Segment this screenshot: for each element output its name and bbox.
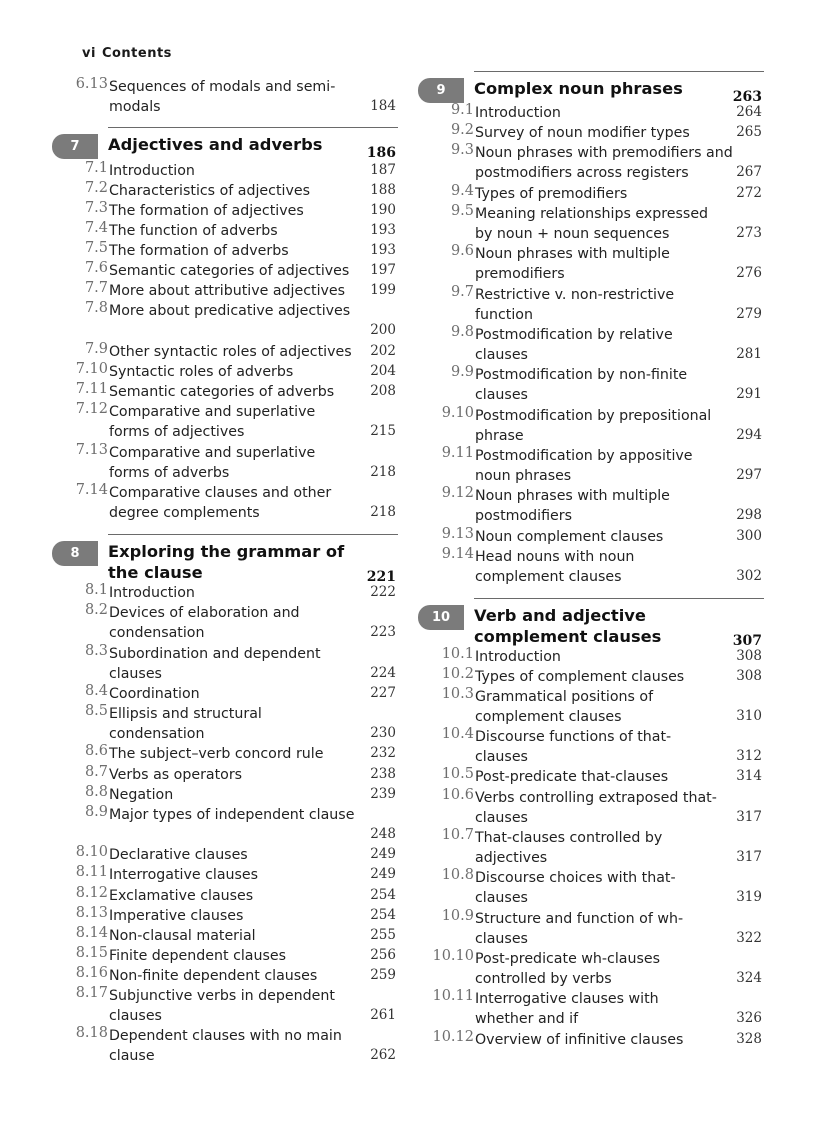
section-title: Semantic categories of adjectives: [109, 263, 350, 279]
toc-entry[interactable]: [52, 220, 398, 240]
section-number: 7.14: [75, 482, 108, 498]
section-number: 9.10: [441, 405, 474, 421]
section-title: Subordination and dependent clauses: [109, 646, 321, 683]
toc-entry[interactable]: [52, 764, 398, 784]
section-title: Restrictive v. non-restrictive function: [475, 287, 675, 324]
running-head-page: vi: [82, 46, 96, 61]
section-title: Post-predicate that-clauses: [475, 769, 669, 785]
section-number: 9.5: [450, 203, 474, 219]
section-title: Exclamative clauses: [109, 888, 254, 904]
section-page: 218: [370, 503, 396, 520]
section-page: 190: [370, 201, 396, 218]
section-title: Comparative clauses and other degree complements: [109, 485, 332, 522]
section-title: Introduction: [109, 585, 195, 601]
section-page: 261: [370, 1006, 396, 1023]
section-title: Postmodification by non-finite clauses: [475, 367, 688, 404]
section-number: 8.9: [84, 804, 108, 820]
section-page: 272: [736, 184, 762, 201]
section-page: 239: [370, 785, 396, 802]
toc-entry[interactable]: [52, 160, 398, 180]
toc-entry[interactable]: [52, 602, 398, 642]
toc-entry[interactable]: [52, 885, 398, 905]
section-number: 9.2: [450, 122, 474, 138]
section-title: Semantic categories of adverbs: [109, 384, 335, 400]
toc-entry[interactable]: [52, 341, 398, 361]
chapter-badge: 9: [418, 78, 464, 103]
toc-entry[interactable]: [52, 743, 398, 763]
section-number: 10.3: [441, 686, 474, 702]
section-title: That-clauses controlled by adjectives: [475, 830, 663, 867]
toc-entry[interactable]: [52, 381, 398, 401]
toc-entry[interactable]: [418, 726, 764, 766]
section-number: 6.13: [75, 76, 108, 92]
toc-entry[interactable]: [418, 827, 764, 867]
section-title: Postmodification by appositive noun phrases: [475, 448, 693, 485]
toc-entry[interactable]: [52, 240, 398, 260]
section-page: 267: [736, 163, 762, 180]
toc-entry[interactable]: [418, 646, 764, 666]
section-page: 264: [736, 103, 762, 120]
section-page: 259: [370, 966, 396, 983]
chapter-title: Exploring the grammar of the clause: [108, 542, 345, 582]
section-number: 10.11: [432, 988, 474, 1004]
toc-entry[interactable]: [52, 683, 398, 703]
section-page: 317: [736, 808, 762, 825]
toc-entry[interactable]: [52, 643, 398, 683]
section-page: 312: [736, 747, 762, 764]
toc-entry[interactable]: [52, 260, 398, 280]
toc-entry[interactable]: [418, 445, 764, 485]
section-number: 8.14: [75, 925, 108, 941]
section-number: 8.8: [84, 784, 108, 800]
section-title: Discourse choices with that-clauses: [475, 870, 676, 907]
toc-entry[interactable]: [52, 925, 398, 945]
section-page: 322: [736, 929, 762, 946]
toc-entry[interactable]: [52, 945, 398, 965]
section-title: Survey of noun modifier types: [475, 125, 690, 141]
section-title: Noun phrases with multiple postmodifiers: [475, 488, 670, 525]
section-page: 310: [736, 707, 762, 724]
section-page: 294: [736, 426, 762, 443]
section-number: 10.4: [441, 726, 474, 742]
section-title: Postmodification by relative clauses: [475, 327, 673, 364]
toc-entry[interactable]: [52, 361, 398, 381]
section-page: 328: [736, 1030, 762, 1047]
section-number: 7.9: [84, 341, 108, 357]
section-number: 8.16: [75, 965, 108, 981]
section-page: 324: [736, 969, 762, 986]
section-number: 7.12: [75, 401, 108, 417]
section-title: Post-predicate wh-clauses controlled by verbs: [475, 951, 660, 988]
section-page: 255: [370, 926, 396, 943]
section-title: Other syntactic roles of adjectives: [109, 344, 352, 360]
toc-entry[interactable]: [52, 401, 398, 441]
section-page: 254: [370, 906, 396, 923]
section-number: 7.10: [75, 361, 108, 377]
section-number: 10.2: [441, 666, 474, 682]
chapter-heading[interactable]: [52, 134, 398, 159]
section-title: Interrogative clauses with whether and if: [475, 991, 659, 1028]
section-number: 7.7: [84, 280, 108, 296]
section-title: Subjunctive verbs in dependent clauses: [109, 988, 335, 1025]
section-page: 262: [370, 1046, 396, 1063]
section-page: 227: [370, 684, 396, 701]
section-number: 8.5: [84, 703, 108, 719]
section-page: 265: [736, 123, 762, 140]
section-title: Noun complement clauses: [475, 529, 664, 545]
section-title: Grammatical positions of complement clauses: [475, 689, 654, 726]
toc-entry[interactable]: [418, 243, 764, 283]
section-page: 279: [736, 305, 762, 322]
section-page: 276: [736, 264, 762, 281]
toc-entry[interactable]: [52, 582, 398, 602]
section-number: 10.7: [441, 827, 474, 843]
toc-entry[interactable]: [418, 948, 764, 988]
section-number: 9.14: [441, 546, 474, 562]
section-page: 222: [370, 583, 396, 600]
section-page: 273: [736, 224, 762, 241]
toc-entry[interactable]: [418, 485, 764, 525]
section-page: 208: [370, 382, 396, 399]
section-page: 238: [370, 765, 396, 782]
section-title: Comparative and superlative forms of adverbs: [109, 445, 316, 482]
section-number: 10.12: [432, 1029, 474, 1045]
section-number: 8.12: [75, 885, 108, 901]
section-title: Major types of independent clause: [109, 807, 355, 823]
section-title: Non-finite dependent clauses: [109, 968, 318, 984]
section-title: Dependent clauses with no main clause: [109, 1028, 342, 1065]
section-title: Finite dependent clauses: [109, 948, 287, 964]
section-title: Sequences of modals and semi-modals: [109, 79, 336, 116]
section-title: Characteristics of adjectives: [109, 183, 310, 199]
toc-entry[interactable]: [52, 965, 398, 985]
section-title: Introduction: [475, 105, 561, 121]
section-number: 8.4: [84, 683, 108, 699]
toc-entry[interactable]: [52, 280, 398, 300]
toc-entry[interactable]: [52, 1025, 398, 1065]
section-number: 10.10: [432, 948, 474, 964]
section-title: Devices of elaboration and condensation: [109, 605, 300, 642]
section-page: 281: [736, 345, 762, 362]
chapter-rule: [108, 127, 398, 128]
section-page: 187: [370, 161, 396, 178]
chapter-title: Adjectives and adverbs: [108, 135, 323, 154]
section-title: Discourse functions of that-clauses: [475, 729, 672, 766]
section-page: 202: [370, 342, 396, 359]
chapter-rule: [474, 598, 764, 599]
section-number: 7.11: [75, 381, 108, 397]
section-title: The function of adverbs: [109, 223, 278, 239]
section-page: 297: [736, 466, 762, 483]
chapter-rule: [108, 534, 398, 535]
section-number: 10.1: [441, 646, 474, 662]
section-title: Interrogative clauses: [109, 867, 259, 883]
chapter-page: 221: [366, 569, 396, 585]
section-number: 8.13: [75, 905, 108, 921]
section-title: Meaning relationships expressed by noun + noun sequences: [475, 206, 709, 243]
section-number: 7.8: [84, 300, 108, 316]
running-head-label: Contents: [101, 46, 172, 61]
section-title: Negation: [109, 787, 174, 803]
toc-entry[interactable]: [418, 364, 764, 404]
section-page: 230: [370, 724, 396, 741]
section-page: 256: [370, 946, 396, 963]
toc-entry[interactable]: [418, 183, 764, 203]
toc-entry[interactable]: [52, 482, 398, 522]
toc-entry[interactable]: [418, 546, 764, 586]
section-number: 7.4: [84, 220, 108, 236]
toc-entry[interactable]: [52, 784, 398, 804]
section-page: 197: [370, 261, 396, 278]
section-number: 9.3: [450, 142, 474, 158]
section-page: 215: [370, 422, 396, 439]
section-page: 249: [370, 865, 396, 882]
section-title: Introduction: [475, 649, 561, 665]
section-number: 7.2: [84, 180, 108, 196]
section-page: 319: [736, 888, 762, 905]
toc-entry[interactable]: [52, 844, 398, 864]
chapter-badge: 10: [418, 605, 464, 630]
section-number: 7.6: [84, 260, 108, 276]
toc-entry[interactable]: [418, 405, 764, 445]
section-title: The subject–verb concord rule: [109, 746, 324, 762]
section-title: More about attributive adjectives: [109, 283, 346, 299]
section-number: 10.5: [441, 766, 474, 782]
toc-entry[interactable]: [418, 908, 764, 948]
section-page: 232: [370, 744, 396, 761]
toc-entry[interactable]: [418, 787, 764, 827]
section-title: Postmodification by prepositional phrase: [475, 408, 712, 445]
chapter-badge: 7: [52, 134, 98, 159]
section-page: 308: [736, 667, 762, 684]
section-title: Verbs controlling extraposed that-clauses: [475, 790, 717, 827]
toc-entry[interactable]: [418, 142, 764, 182]
toc-entry[interactable]: [418, 666, 764, 686]
toc-entry[interactable]: [418, 766, 764, 786]
chapter-badge: 8: [52, 541, 98, 566]
section-number: 10.6: [441, 787, 474, 803]
section-page: 184: [370, 97, 396, 114]
chapter-title: Verb and adjective complement clauses: [474, 606, 662, 646]
section-page: 308: [736, 647, 762, 664]
section-number: 7.13: [75, 442, 108, 458]
chapter-heading[interactable]: [52, 541, 398, 583]
toc-entry[interactable]: [418, 867, 764, 907]
section-number: 8.2: [84, 602, 108, 618]
toc-entry[interactable]: [52, 180, 398, 200]
section-page: 200: [370, 321, 396, 338]
section-page: 326: [736, 1009, 762, 1026]
section-page: 223: [370, 623, 396, 640]
section-number: 8.7: [84, 764, 108, 780]
section-title: Verbs as operators: [109, 767, 243, 783]
toc-entry[interactable]: [52, 804, 398, 844]
section-title: Types of complement clauses: [475, 669, 685, 685]
chapter-title: Complex noun phrases: [474, 79, 683, 98]
section-page: 291: [736, 385, 762, 402]
section-number: 9.11: [441, 445, 474, 461]
section-number: 8.6: [84, 743, 108, 759]
section-number: 9.4: [450, 183, 474, 199]
chapter-heading[interactable]: [418, 605, 764, 647]
running-head: [82, 46, 172, 61]
section-number: 7.3: [84, 200, 108, 216]
section-number: 10.9: [441, 908, 474, 924]
section-number: 8.1: [84, 582, 108, 598]
section-title: The formation of adverbs: [109, 243, 289, 259]
section-title: Declarative clauses: [109, 847, 248, 863]
section-title: Coordination: [109, 686, 200, 702]
section-number: 9.1: [450, 102, 474, 118]
chapter-heading[interactable]: [418, 78, 764, 103]
toc-entry[interactable]: [418, 122, 764, 142]
section-page: 188: [370, 181, 396, 198]
chapter-page: 263: [732, 89, 762, 105]
section-number: 8.10: [75, 844, 108, 860]
section-title: Syntactic roles of adverbs: [109, 364, 294, 380]
section-number: 8.15: [75, 945, 108, 961]
section-number: 9.12: [441, 485, 474, 501]
section-title: Noun phrases with multiple premodifiers: [475, 246, 670, 283]
section-page: 224: [370, 664, 396, 681]
section-number: 8.17: [75, 985, 108, 1001]
section-number: 7.1: [84, 160, 108, 176]
chapter-page: 186: [366, 145, 396, 161]
section-number: 9.9: [450, 364, 474, 380]
toc-entry[interactable]: [52, 985, 398, 1025]
section-page: 254: [370, 886, 396, 903]
section-title: Imperative clauses: [109, 908, 244, 924]
toc-entry[interactable]: [418, 686, 764, 726]
section-page: 199: [370, 281, 396, 298]
section-title: Structure and function of wh-clauses: [475, 911, 684, 948]
toc-entry[interactable]: [52, 200, 398, 220]
section-title: Ellipsis and structural condensation: [109, 706, 262, 743]
toc-entry[interactable]: [418, 324, 764, 364]
section-page: 314: [736, 767, 762, 784]
toc-entry[interactable]: [418, 1029, 764, 1049]
section-title: Head nouns with noun complement clauses: [475, 549, 635, 586]
section-number: 7.5: [84, 240, 108, 256]
section-page: 300: [736, 527, 762, 544]
toc-entry[interactable]: [52, 300, 398, 340]
section-page: 204: [370, 362, 396, 379]
toc-entry[interactable]: [418, 102, 764, 122]
section-page: 302: [736, 567, 762, 584]
toc-entry[interactable]: [52, 703, 398, 743]
section-title: More about predicative adjectives: [109, 303, 351, 319]
section-page: 193: [370, 241, 396, 258]
toc-entry[interactable]: [418, 284, 764, 324]
section-number: 10.8: [441, 867, 474, 883]
section-page: 249: [370, 845, 396, 862]
section-page: 317: [736, 848, 762, 865]
section-title: Non-clausal material: [109, 928, 256, 944]
section-title: Introduction: [109, 163, 195, 179]
section-title: Noun phrases with premodifiers and postmodifiers across registers: [475, 145, 733, 182]
section-page: 298: [736, 506, 762, 523]
section-page: 248: [370, 825, 396, 842]
toc-entry[interactable]: [52, 905, 398, 925]
section-title: Comparative and superlative forms of adjectives: [109, 404, 316, 441]
section-number: 9.13: [441, 526, 474, 542]
section-number: 8.18: [75, 1025, 108, 1041]
chapter-page: 307: [732, 633, 762, 649]
section-title: The formation of adjectives: [109, 203, 304, 219]
section-number: 9.6: [450, 243, 474, 259]
section-page: 218: [370, 463, 396, 480]
toc-entry[interactable]: [418, 203, 764, 243]
chapter-rule: [474, 71, 764, 72]
section-title: Overview of infinitive clauses: [475, 1032, 684, 1048]
toc-entry[interactable]: [52, 864, 398, 884]
section-number: 8.3: [84, 643, 108, 659]
section-number: 9.8: [450, 324, 474, 340]
toc-entry[interactable]: [52, 442, 398, 482]
toc-entry[interactable]: [52, 76, 398, 116]
toc-entry[interactable]: [418, 988, 764, 1028]
section-number: 9.7: [450, 284, 474, 300]
section-page: 193: [370, 221, 396, 238]
section-number: 8.11: [75, 864, 108, 880]
toc-entry[interactable]: [418, 526, 764, 546]
section-title: Types of premodifiers: [475, 186, 628, 202]
